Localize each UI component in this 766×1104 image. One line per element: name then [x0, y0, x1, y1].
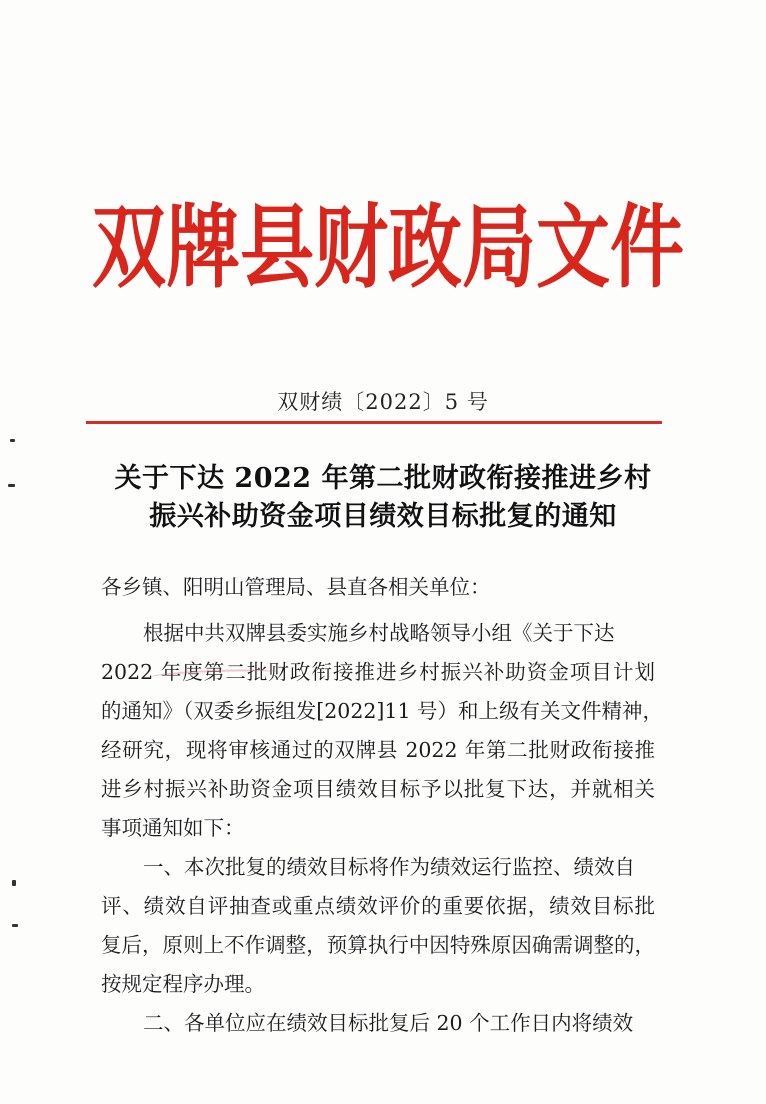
masthead-char: 财 [314, 195, 388, 301]
paragraph-2-line: 复后，原则上不作调整，预算执行中因特殊原因确需调整的， [101, 933, 655, 957]
scan-speck [12, 880, 16, 886]
paragraph-1-line: 进乡村振兴补助资金项目绩效目标予以批复下达，并就相关 [101, 777, 655, 801]
masthead-char: 文 [536, 195, 610, 301]
paragraph-1-line: 的通知》（双委乡振组发[2022]11 号）和上级有关文件精神， [101, 699, 664, 723]
paragraph-3-line: 二、各单位应在绩效目标批复后 20 个工作日内将绩效 [143, 1011, 634, 1035]
masthead-char: 县 [240, 195, 314, 301]
paragraph-1-line: 2022 年度第二批财政衔接推进乡村振兴补助资金项目计划 [101, 660, 655, 684]
notice-title-line-1: 关于下达 2022 年第二批财政衔接推进乡村 [114, 463, 652, 494]
masthead-char: 双 [92, 195, 166, 301]
salutation: 各乡镇、阳明山管理局、县直各相关单位： [101, 575, 491, 599]
masthead-char: 政 [388, 195, 462, 301]
paragraph-1-line: 根据中共双牌县委实施乡村战略领导小组《关于下达 [143, 621, 615, 645]
scan-speck [8, 484, 15, 487]
masthead-char: 件 [610, 195, 684, 301]
masthead-title [92, 195, 684, 301]
paragraph-1-line: 经研究，现将审核通过的双牌县 2022 年第二批财政衔接推 [101, 738, 655, 762]
document-number: 双财绩〔2022〕5 号 [277, 390, 489, 414]
scan-speck [10, 439, 15, 442]
paragraph-2-line: 一、本次批复的绩效目标将作为绩效运行监控、绩效自 [143, 855, 635, 879]
red-divider [86, 421, 662, 424]
paragraph-2-line: 评、绩效自评抽查或重点绩效评价的重要依据，绩效目标批 [101, 894, 655, 918]
masthead-char: 牌 [166, 195, 240, 301]
paragraph-1-line: 事项通知如下： [101, 816, 245, 840]
masthead-char: 局 [462, 195, 536, 301]
paragraph-2-line: 按规定程序办理。 [101, 972, 265, 996]
scan-speck [12, 924, 18, 927]
notice-title-line-2: 振兴补助资金项目绩效目标批复的通知 [149, 501, 617, 532]
